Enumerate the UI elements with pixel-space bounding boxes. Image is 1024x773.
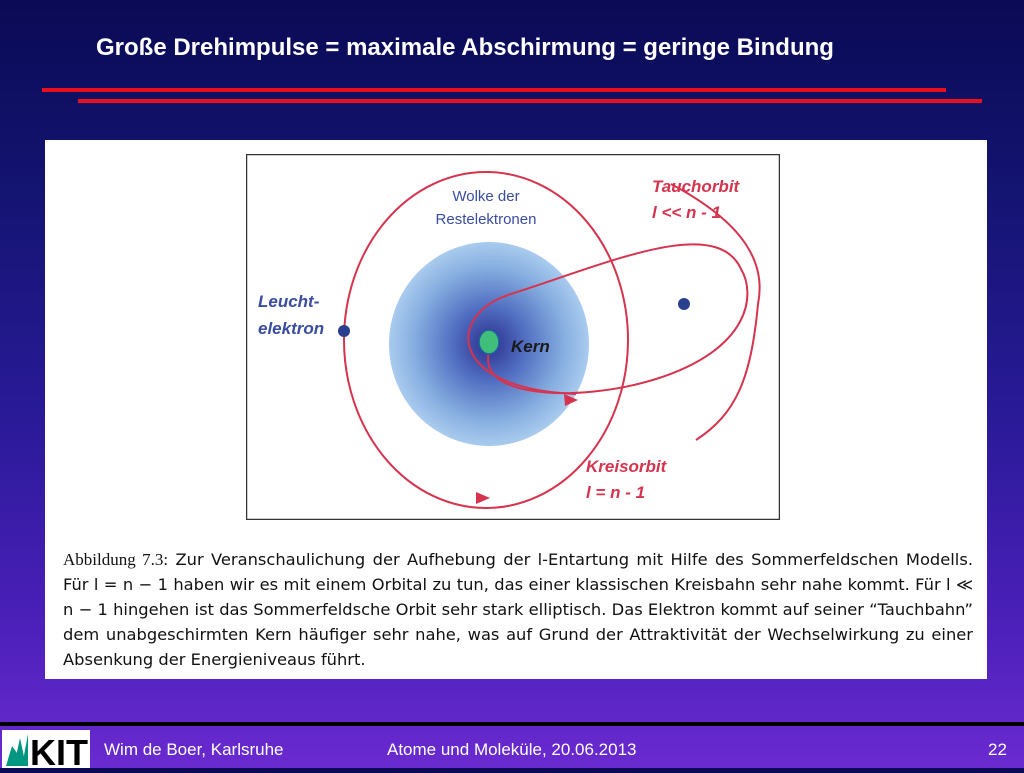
valence-label-line2: elektron <box>258 319 325 338</box>
title-underline-top <box>42 88 946 92</box>
valence-label-line1: Leucht- <box>258 292 320 311</box>
footer-course-date: Atome und Moleküle, 20.06.2013 <box>387 740 637 759</box>
nucleus <box>479 330 499 354</box>
valence-electron <box>338 325 350 337</box>
caption-text: Zur Veranschaulichung der Aufhebung der l-Entartung mit Hilfe des Sommerfeldschen Modells. Für l = n − 1 haben wir es mit einem Orbital zu tun, das einer klassischen Kreisbahn sehr nahe kommt. Für l ≪ n − 1 hingehen ist das Sommerfeldsche Orbit sehr stark elliptisch. Das Elektron kommt auf seiner “Tauchbahn” dem unabgeschirmten Kern häufiger sehr nahe, was auf Grund der Attraktivität der Wechselwirkung zu einer Absenkung der Energieniveaus führt. <box>63 550 973 669</box>
figure-caption <box>63 547 973 672</box>
slide-number: 22 <box>988 740 1007 759</box>
title-underline-bottom <box>78 99 982 103</box>
dive-electron <box>678 298 690 310</box>
cloud-label-line1: Wolke der <box>452 188 520 205</box>
orbit-figure <box>246 154 780 520</box>
footer-author: Wim de Boer, Karlsruhe <box>104 740 284 759</box>
footer-divider <box>0 722 1024 726</box>
cloud-label-line2: Restelektronen <box>435 211 537 228</box>
kit-logo-text: KIT <box>30 732 88 768</box>
slide-title: Große Drehimpulse = maximale Abschirmung = geringe Bindung <box>96 34 834 61</box>
kit-logo <box>2 730 90 768</box>
circular-orbit-condition: l = n - 1 <box>586 483 646 502</box>
caption-label: Abbildung 7.3: <box>63 550 169 569</box>
circular-orbit-label: Kreisorbit <box>586 457 667 476</box>
dive-orbit-condition: l << n - 1 <box>652 203 721 222</box>
content-panel <box>45 140 987 679</box>
kit-logo-icon <box>2 730 90 768</box>
dive-orbit-label: Tauchorbit <box>652 177 740 196</box>
nucleus-label: Kern <box>511 337 550 356</box>
